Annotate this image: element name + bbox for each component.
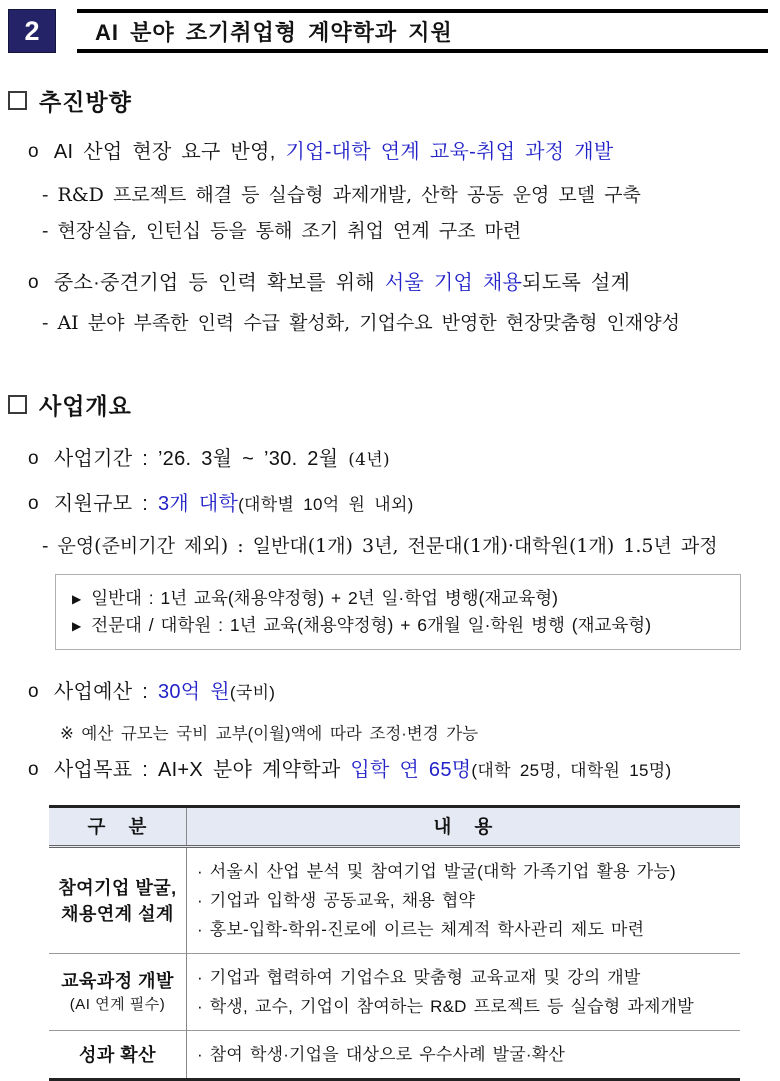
overview-scale-sub: - 운영(준비기간 제외) : 일반대(1개) 3년, 전문대(1개)·대학원(1개) 1.5년 과정 [42,535,718,557]
page-title: AI 분야 조기취업형 계약학과 지원 [95,19,453,45]
title-rule-block [77,9,768,53]
square-bullet-icon [8,91,27,110]
heading-direction-label: 추진방향 [39,89,132,115]
direction-item-1-sub-1: - R&D 프로젝트 해결 등 실습형 과제개발, 산학 공동 운영 모델 구축 [42,184,641,206]
goal-highlight: 입학 연 65명 [350,759,472,781]
direction-item-1-sub-2: - 현장실습, 인턴십 등을 통해 조기 취업 연계 구조 마련 [42,220,522,242]
direction-item-2-sub-1: - AI 분야 부족한 인력 수급 활성화, 기업수요 반영한 현장맞춤형 인재양성 [42,312,680,334]
overview-goal [8,756,768,785]
triangle-bullet-icon: ▶ [72,619,82,633]
budget-footnote: ※ 예산 규모는 국비 교부(이월)액에 따라 조정·변경 가능 [60,725,479,743]
circle-bullet: o [28,759,39,780]
overview-scale [8,490,768,519]
row-1-category: 참여기업 발굴, 채용연계 설계 [49,847,187,954]
row-3-category: 성과 확산 [49,1031,187,1080]
overview-budget-text: 사업예산 : 30억 원(국비) [53,681,276,703]
heading-direction [8,84,768,117]
section-number-badge: 2 [8,9,56,53]
row-2-item-1: · 기업과 협력하여 기업수요 맞춤형 교육교재 및 강의 개발 [197,968,641,987]
table-header-content: 내 용 [187,807,741,847]
direction-item-2 [8,269,768,297]
overview-scale-text: 지원규모 : 3개 대학(대학별 10억 원 내외) [53,493,414,515]
box-line-1 [70,585,726,612]
goal-note: (대학 25명, 대학원 15명) [471,761,672,780]
overview-goal-text: 사업목표 : AI+X 분야 계약학과 입학 연 65명(대학 25명, 대학원 15명) [53,759,672,781]
scale-highlight: 3개 대학 [157,493,239,515]
circle-bullet: o [28,448,39,469]
program-detail-table [49,805,740,1081]
document-header [8,9,768,53]
program-structure-box [55,574,741,650]
direction-item-1 [8,138,768,166]
overview-budget [8,678,768,707]
row-1-item-3: · 홍보-입학-학위-진로에 이르는 체계적 학사관리 제도 마련 [197,920,645,939]
period-note: (4년) [348,450,390,470]
triangle-bullet-icon: ▶ [72,592,82,606]
budget-note: (국비) [229,683,276,702]
budget-highlight: 30억 원 [157,681,230,703]
circle-bullet: o [28,493,39,514]
row-2-category-note: (AI 연계 필수) [69,996,166,1013]
box-line-2-text: 전문대 / 대학원 : 1년 교육(채용약정형) + 6개월 일·학원 병행 (재교육형) [91,615,652,635]
table-header-category: 구 분 [49,807,187,847]
direction-item-1-text: AI 산업 현장 요구 반영, 기업-대학 연계 교육-취업 과정 개발 [53,141,614,163]
row-1-item-1: · 서울시 산업 분석 및 참여기업 발굴(대학 가족기업 활용 가능) [197,862,676,881]
circle-bullet: o [28,681,39,702]
row-3-item-1: · 참여 학생·기업을 대상으로 우수사례 발굴·확산 [197,1045,566,1064]
overview-period-text: 사업기간 : ’26. 3월 ~ ’30. 2월 (4년) [53,448,390,470]
direction-item-2-text: 중소·중견기업 등 인력 확보를 위해 서울 기업 채용되도록 설계 [53,272,631,294]
table-row [49,847,740,954]
table-header-row [49,807,740,847]
box-line-2 [70,612,726,639]
row-3-content [187,1031,741,1080]
heading-overview-label: 사업개요 [39,393,132,419]
table-row [49,954,740,1031]
overview-period [8,445,768,474]
row-2-item-2: · 학생, 교수, 기업이 참여하는 R&D 프로젝트 등 실습형 과제개발 [197,997,694,1016]
direction-item-2-highlight: 서울 기업 채용 [384,272,523,294]
direction-item-1-highlight: 기업-대학 연계 교육-취업 과정 개발 [285,141,614,163]
row-1-content [187,847,741,954]
square-bullet-icon [8,395,27,414]
scale-note: (대학별 10억 원 내외) [238,495,414,514]
circle-bullet: o [28,141,39,162]
row-1-item-2: · 기업과 입학생 공동교육, 채용 협약 [197,891,476,910]
box-line-1-text: 일반대 : 1년 교육(채용약정형) + 2년 일·학업 병행(재교육형) [91,588,558,608]
row-2-content [187,954,741,1031]
circle-bullet: o [28,272,39,293]
heading-overview [8,388,768,421]
row-2-category: 교육과정 개발 (AI 연계 필수) [49,954,187,1031]
table-row [49,1031,740,1080]
